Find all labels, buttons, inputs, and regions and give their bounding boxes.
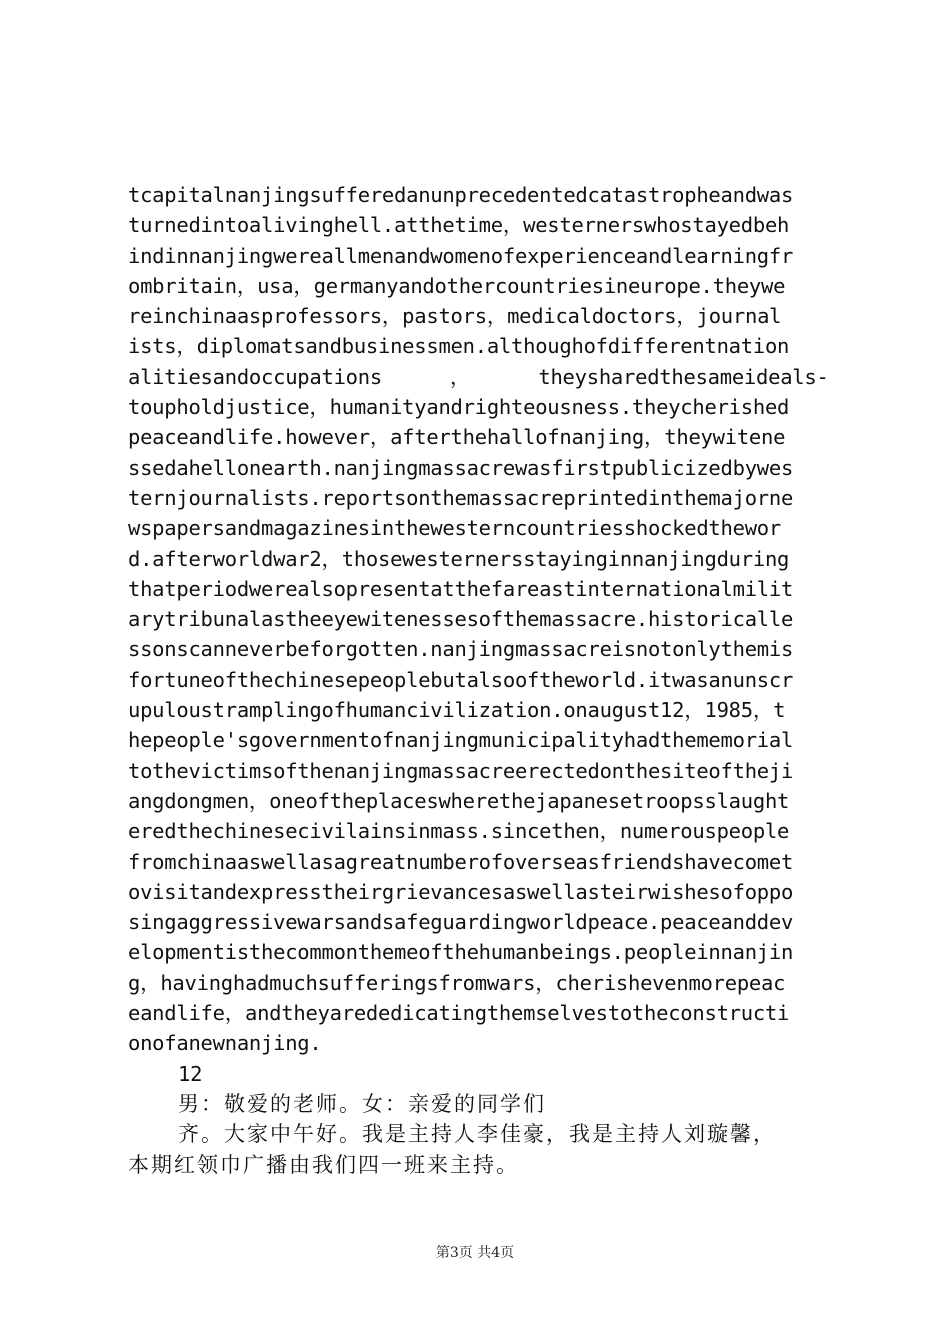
dialogue-line: 齐。大家中午好。我是主持人李佳豪，我是主持人刘璇馨， [178,1122,776,1147]
text-line: arytribunalastheeyewitenessesofthemassacre.historicalle [128,607,794,632]
text-line: upuloustramplingofhumancivilization.onaugust12，1985，t [128,698,786,723]
text-line: alitiesandoccupations ， theysharedthesameideals- [128,364,829,389]
text-line: onofanewnanjing. [128,1031,322,1056]
dialogue-line: 本期红领巾广播由我们四一班来主持。 [128,1152,519,1177]
text-line: reinchinaasprofessors，pastors，medicaldoctors，journal [128,304,782,329]
text-line: tothevictimsofthenanjingmassacreerectedonthesiteoftheji [128,758,794,783]
text-line: eredthechinesecivilainsinmass.sincethen，numerouspeople [128,819,790,844]
text-line: ssedahellonearth.nanjingmassacrewasfirstpublicizedbywes [128,455,794,480]
text-line: fortuneofthechinesepeoplebutalsooftheworld.itwasanunscr [128,667,794,692]
text-line: hepeople'sgovernmentofnanjingmunicipalityhadthememorial [128,728,794,753]
section-number: 12 [178,1061,203,1086]
text-line: toupholdjustice，humanityandrighteousness.theycherished [128,395,790,420]
text-line: ternjournalists.reportsonthemassacreprintedinthemajorne [128,485,794,510]
text-line: peaceandlife.however，afterthehallofnanjing，theywitene [128,425,786,450]
text-line: tcapitalnanjingsufferedanunprecedentedcatastropheandwas [128,183,794,207]
text-line: ssonscanneverbeforgotten.nanjingmassacreisnotonlythemis [128,637,794,662]
text-line: g，havinghadmuchsufferingsfromwars，cherishevenmorepeac [128,970,786,995]
text-line: wspapersandmagazinesinthewesterncountriesshockedthewor [128,516,781,541]
text-line: angdongmen，oneoftheplaceswherethejapanesetroopsslaught [128,788,790,813]
text-line: turnedintoalivinghell.atthetime，westernerswhostayedbeh [128,213,790,238]
text-line: ovisitandexpresstheirgrievancesaswellasteirwishesofoppo [128,879,794,904]
text-line: fromchinaaswellasagreatnumberofoverseasfriendshavecomet [128,849,794,874]
text-line: ists，diplomatsandbusinessmen.althoughofdifferentnation [128,334,790,359]
page-footer: 第3页 共4页 [435,1245,515,1261]
text-line: singaggressivewarsandsafeguardingworldpeace.peaceanddev [128,910,794,935]
body-text [128,180,834,1180]
text-line: eandlife，andtheyarededicatingthemselvestotheconstructi [128,1001,790,1026]
text-line: ombritain，usa，germanyandothercountriesineurope.theywe [128,273,786,298]
text-line: thatperiodwerealsopresentatthefareastinternationalmilit [128,576,794,601]
text-line: d.afterworldwar2，thosewesternersstayinginnanjingduring [128,546,790,571]
text-line: elopmentisthecommonthemeofthehumanbeings.peopleinnanjin [128,940,794,965]
dialogue-line: 男：敬爱的老师。女：亲爱的同学们 [178,1091,546,1116]
text-line: indinnanjingwereallmenandwomenofexperienceandlearningfr [128,243,794,268]
